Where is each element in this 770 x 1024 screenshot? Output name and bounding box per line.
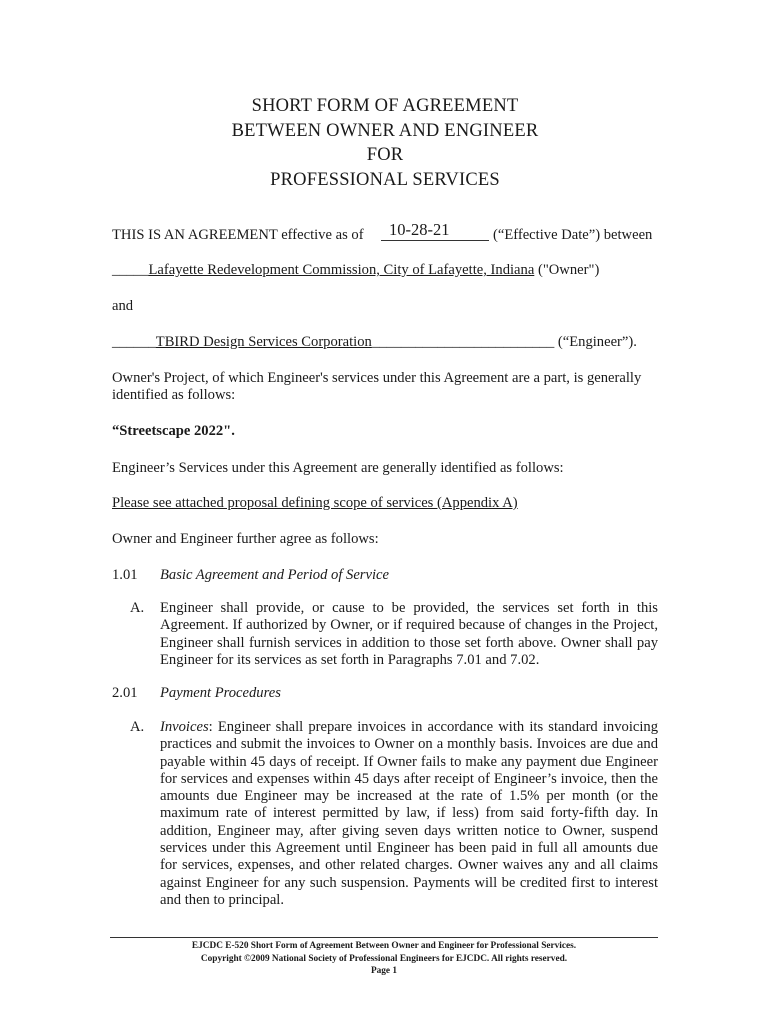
services-intro: Engineer’s Services under this Agreement are generally identified as follows: <box>112 460 564 476</box>
section-1-heading: Basic Agreement and Period of Service <box>160 567 389 583</box>
engineer-blank-suffix: _________________________ <box>371 334 555 350</box>
section-2-item-letter: A. <box>130 719 145 735</box>
engineer-line <box>112 334 637 351</box>
footer-line-1: EJCDC E-520 Short Form of Agreement Between Owner and Engineer for Professional Services. <box>191 941 577 951</box>
title-line-4: PROFESSIONAL SERVICES <box>270 169 500 190</box>
footer-line-2: Copyright ©2009 National Society of Professional Engineers for EJCDC. All rights reserved. <box>200 953 568 964</box>
engineer-name: TBIRD Design Services Corporation <box>155 334 372 350</box>
owner-line <box>112 262 599 279</box>
effective-date-field: 10-28-21 <box>381 220 489 241</box>
title-line-3: FOR <box>366 145 404 165</box>
engineer-role: (“Engineer”). <box>557 334 637 350</box>
and-word: and <box>112 298 134 314</box>
project-intro-line-1: Owner's Project, of which Engineer's services under this Agreement are a part, is generally <box>112 370 642 386</box>
section-2-heading: Payment Procedures <box>160 685 281 701</box>
owner-name: Lafayette Redevelopment Commission, City of Lafayette, Indiana <box>148 262 535 278</box>
section-2-item-paragraph <box>160 719 658 909</box>
section-2-item-label: Invoices <box>160 719 209 735</box>
section-1-item-text: Engineer shall provide, or cause to be provided, the services set forth in this Agreement. If authorized by Owner, or if required because of changes in the Project, Engineer shall furnish services in addition to those set forth above. Owner shall pay Engineer for its services as set forth in Paragraphs 7.01 and 7.02. <box>160 600 658 668</box>
section-1-item-letter: A. <box>130 600 145 616</box>
document-title <box>0 94 770 192</box>
footer-divider <box>110 937 658 938</box>
intro-prefix: THIS IS AN AGREEMENT effective as of <box>112 227 364 243</box>
page-footer <box>110 940 658 978</box>
section-2-number: 2.01 <box>112 685 138 701</box>
intro-suffix: (“Effective Date”) between <box>493 227 653 243</box>
title-line-2: BETWEEN OWNER AND ENGINEER <box>231 120 539 141</box>
owner-role: ("Owner") <box>537 262 600 278</box>
further-agree: Owner and Engineer further agree as follows: <box>112 531 379 547</box>
services-reference: Please see attached proposal defining scope of services (Appendix A) <box>112 495 518 511</box>
project-name: “Streetscape 2022". <box>112 423 235 439</box>
engineer-blank-prefix: ______ <box>112 334 156 350</box>
owner-blank: _____ <box>112 262 149 278</box>
project-intro-line-2: identified as follows: <box>112 387 236 403</box>
page-number: Page 1 <box>370 966 398 976</box>
title-line-1: SHORT FORM OF AGREEMENT <box>251 96 519 116</box>
section-1-number: 1.01 <box>112 567 138 583</box>
section-2-item-text: : Engineer shall prepare invoices in accordance with its standard invoicing practices and submit the invoices to Owner on a monthly basis. Invoices are due and payable within 45 days of receipt. If Owner fails to make any payment due Engineer for services and expenses within 45 days after receipt of Engineer’s invoice, then the amounts due Engineer may be increased at the rate of 1.5% per month (or the maximum rate of interest permitted by law, if less) from said forty-fifth day. In addition, Engineer may, after giving seven days written notice to Owner, suspend services under this Agreement until Engineer has been paid in full all amounts due for services, expenses, and other related charges. Owner waives any and all claims against Engineer for any such suspension. Payments will be credited first to interest and then to principal. <box>160 719 658 908</box>
